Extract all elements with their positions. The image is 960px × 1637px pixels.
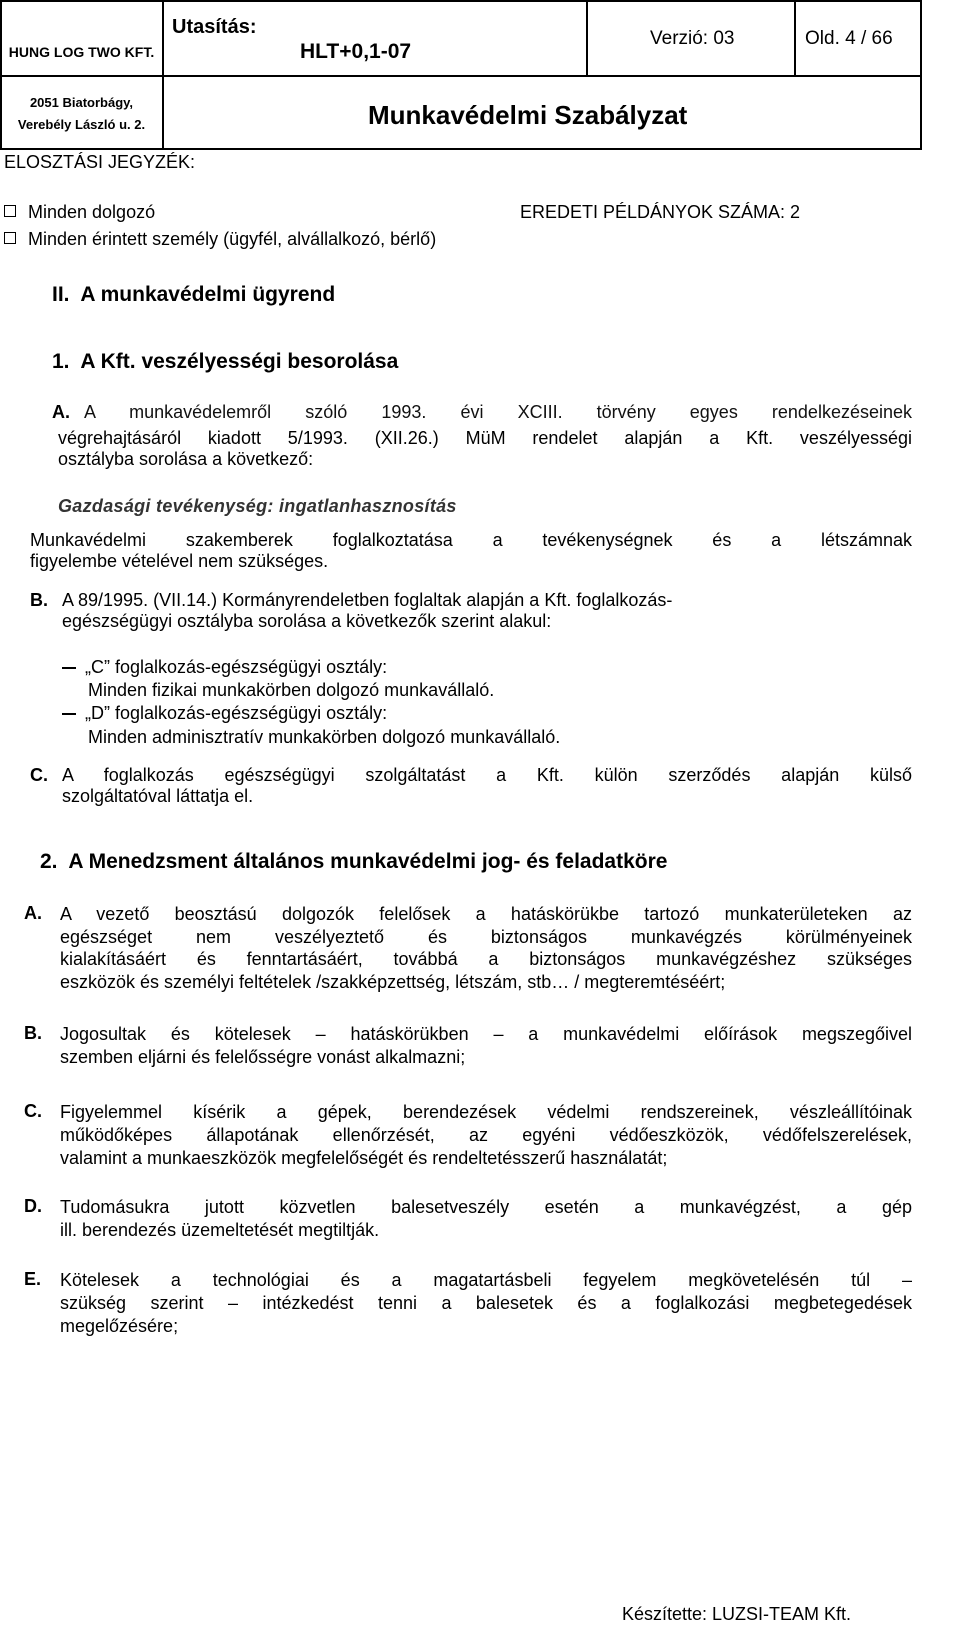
instruction-label: Utasítás:	[172, 16, 257, 38]
item-c	[60, 1101, 912, 1170]
distribution-item-2-label: Minden érintett személy (ügyfél, alvállalkozó, bérlő)	[28, 229, 437, 249]
item-b	[60, 1023, 912, 1069]
paragraph-c	[62, 765, 912, 807]
class-d-desc: Minden adminisztratív munkakörben dolgozó munkavállaló.	[88, 727, 561, 747]
company-address	[4, 92, 159, 136]
item-label: B.	[30, 590, 48, 610]
class-d-entry	[62, 703, 387, 724]
item-d	[60, 1196, 912, 1242]
dash-icon	[62, 713, 76, 715]
item-label: C.	[30, 765, 48, 785]
page-number: Old. 4 / 66	[805, 28, 893, 49]
paragraph-a	[84, 402, 912, 423]
rule	[162, 75, 922, 77]
distribution-heading: ELOSZTÁSI JEGYZÉK:	[4, 152, 196, 172]
text-line: végrehajtásáról kiadott 5/1993. (XII.26.) MüM rendelet alapján a Kft. veszélyességi	[58, 428, 912, 448]
item-label: A.	[24, 903, 42, 923]
dash-icon	[62, 667, 76, 669]
item-label: A.	[52, 402, 70, 422]
text-line: megelőzésére;	[60, 1316, 179, 1336]
distribution-item-2	[4, 229, 436, 250]
text-line: szükség szerint – intézkedést tenni a balesetek és a foglalkozási megbetegedések	[60, 1293, 912, 1313]
text-line: Munkavédelmi szakemberek foglalkoztatása a tevékenységnek és a létszámnak	[30, 530, 912, 550]
class-c-entry	[62, 657, 387, 678]
text-line: valamint a munkaeszközök megfelelőségét és rendeltetésszerű használatát;	[60, 1148, 668, 1168]
subsection-2-title: 2. A Menedzsment általános munkavédelmi jog- és feladatköre	[40, 850, 668, 873]
text-line: A vezető beosztású dolgozók felelősek a hatáskörükbe tartozó munkaterületeken az	[60, 904, 912, 924]
rule	[0, 75, 164, 77]
company-name: HUNG LOG TWO KFT.	[8, 44, 155, 60]
staff-paragraph	[30, 530, 912, 572]
section-title: II. A munkavédelmi ügyrend	[52, 283, 336, 306]
version: Verzió: 03	[650, 28, 735, 49]
text-line: eszközök és személyi feltételek /szakképzettség, létszám, stb… / megteremtéséért;	[60, 971, 726, 992]
rule	[0, 0, 922, 2]
text-line: kialakításáért és fenntartásáért, továbbá a biztonságos munkavégzéshez szükséges	[60, 949, 912, 969]
text-line: osztályba sorolása a következő:	[58, 449, 314, 469]
class-c-title: „C” foglalkozás-egészségügyi osztály:	[85, 657, 388, 677]
class-d-title: „D” foglalkozás-egészségügyi osztály:	[85, 703, 388, 723]
item-label: E.	[24, 1269, 42, 1289]
distribution-item-1	[4, 202, 155, 223]
item-label: B.	[24, 1023, 42, 1043]
activity-line: Gazdasági tevékenység: ingatlanhasznosítás	[58, 496, 457, 516]
item-label: D.	[24, 1196, 42, 1216]
paragraph-a-cont	[58, 428, 912, 470]
rule	[586, 0, 588, 76]
text-line: Tudomásukra jutott közvetlen balesetveszély esetén a munkavégzést, a gép	[60, 1197, 912, 1217]
item-a	[60, 903, 912, 993]
text-line: ill. berendezés üzemeltetését megtiltják.	[60, 1220, 380, 1240]
text-line: szemben eljárni és felelősségre vonást alkalmazni;	[60, 1047, 466, 1067]
subsection-1-title: 1. A Kft. veszélyességi besorolása	[52, 350, 399, 373]
rule	[794, 0, 796, 76]
text-line: Jogosultak és kötelesek – hatáskörükben – a munkavédelmi előírások megszegőivel	[60, 1024, 912, 1044]
item-e	[60, 1269, 912, 1338]
originals-count: EREDETI PÉLDÁNYOK SZÁMA: 2	[520, 202, 801, 222]
item-label: C.	[24, 1101, 42, 1121]
text-line: figyelembe vételével nem szükséges.	[30, 551, 329, 571]
address-line-2: Verebély László u. 2.	[17, 117, 146, 132]
text-line: Figyelemmel kísérik a gépek, berendezések védelmi rendszereinek, vészleállítóinak	[60, 1102, 912, 1122]
rule	[0, 148, 922, 150]
checkbox-icon	[4, 232, 16, 244]
distribution-item-1-label: Minden dolgozó	[28, 202, 156, 222]
paragraph-b	[62, 590, 912, 632]
text-line: Kötelesek a technológiai és a magatartásbeli fegyelem megkövetelésén túl –	[60, 1270, 912, 1290]
text-line: A 89/1995. (VII.14.) Kormányrendeletben foglaltak alapján a Kft. foglalkozás-	[62, 590, 673, 610]
text-line: A foglalkozás egészségügyi szolgáltatást a Kft. külön szerződés alapján külső	[62, 765, 912, 785]
text-line: egészségügyi osztályba sorolása a következők szerint alakul:	[62, 611, 552, 631]
header-table	[0, 0, 922, 150]
text-line: egészséget nem veszélyeztető és biztonságos munkavégzés körülményeinek	[60, 926, 912, 947]
prepared-by: Készítette: LUZSI-TEAM Kft.	[622, 1604, 852, 1624]
document-title: Munkavédelmi Szabályzat	[368, 100, 688, 130]
checkbox-icon	[4, 205, 16, 217]
address-line-1: 2051 Biatorbágy,	[29, 95, 134, 110]
class-c-desc: Minden fizikai munkakörben dolgozó munkavállaló.	[88, 680, 495, 700]
document-code: HLT+0,1-07	[300, 40, 412, 63]
text-line: A munkavédelemről szóló 1993. évi XCIII. törvény egyes rendelkezéseinek	[84, 402, 912, 422]
text-line: működőképes állapotának ellenőrzését, az egyéni védőeszközök, védőfelszerelések,	[60, 1125, 912, 1145]
text-line: szolgáltatóval láttatja el.	[62, 786, 254, 806]
